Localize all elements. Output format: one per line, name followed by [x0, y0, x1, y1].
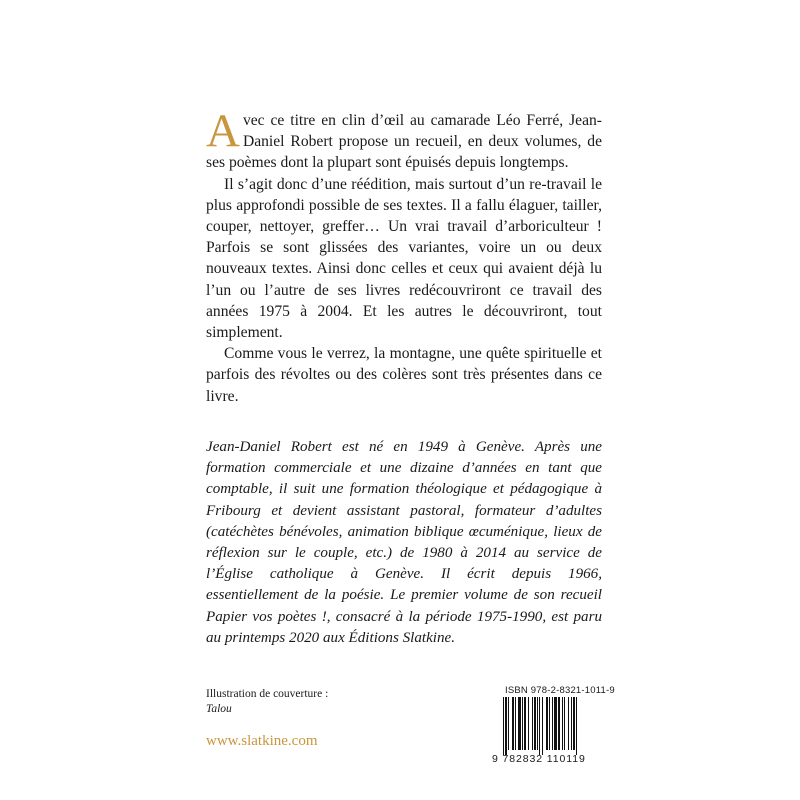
cover-credit-label: Illustration de couverture : — [206, 688, 329, 700]
drop-cap: A — [206, 105, 240, 157]
back-cover-blurb — [206, 105, 602, 407]
barcode-icon — [502, 697, 604, 755]
publisher-website: www.slatkine.com — [206, 733, 318, 749]
author-bio: Jean-Daniel Robert est né en 1949 à Genève. Après une formation commerciale et une dizaine d’années en tant que comptable, il suit une formation théologique et pédagogique à Fribourg et devient assistant pastoral, formateur d’adultes (catéchètes bénévoles, animation biblique œcuménique, lieux de réflexion sur le couple, etc.) de 1980 à 2014 au service de l’Église catholique à Genève. Il écrit depuis 1966, essentiellement de la poésie. Le premier volume de son recueil Papier vos poètes !, consacré à la période 1975-1990, est paru au printemps 2020 aux Éditions Slatkine. — [206, 439, 602, 646]
cover-credit — [206, 687, 328, 717]
isbn-label: ISBN 978-2-8321-1011-9 — [505, 685, 615, 696]
ean-digits: 9 782832 110119 — [492, 753, 586, 765]
blurb-paragraph-2: Il s’agit donc d’une réédition, mais surtout d’un re-travail le plus approfondi possible de ses textes. Il a fallu élaguer, tailler, couper, nettoyer, greffer… Un vrai travail d’arboriculteur ! Parfois se sont glissées des variantes, voire un ou deux nouveaux textes. Ainsi donc celles et ceux qui avaient déjà lu l’un ou l’autre de ses livres redécouvriront ce travail des années 1975 à 2004. Et les autres le découvriront, tout simplement. — [206, 175, 602, 342]
blurb-paragraph-3: Comme vous le verrez, la montagne, une quête spirituelle et parfois des révoltes ou des colères sont très présentes dans ce livre. — [206, 345, 602, 405]
blurb-paragraph-1 — [206, 105, 602, 174]
cover-credit-artist: Talou — [206, 703, 232, 715]
blurb-paragraph-1-text: vec ce titre en clin d’œil au camarade Léo Ferré, Jean-Daniel Robert propose un recueil, en deux volumes, de ses poèmes dont la plupart sont épuisés depuis longtemps. — [206, 112, 602, 172]
